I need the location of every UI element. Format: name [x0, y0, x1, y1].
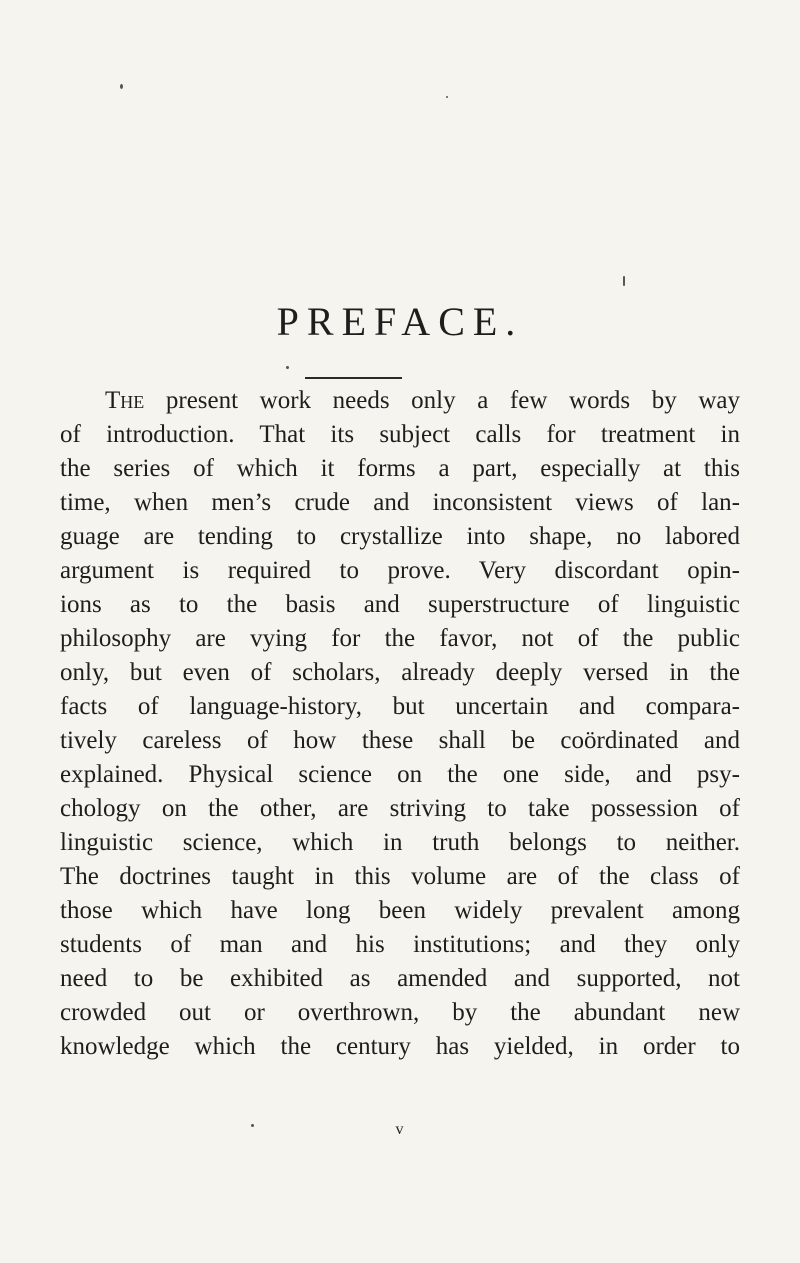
print-speck: [120, 84, 123, 89]
print-speck: [286, 366, 289, 369]
text-line-9: only, but even of scholars, already deeply versed in the: [60, 659, 740, 686]
text-line-7: ions as to the basis and superstructure of linguistic: [60, 591, 740, 618]
preface-text: [60, 384, 740, 1064]
title-rule: [305, 377, 402, 379]
text-line-5: guage are tending to crystallize into shape, no labored: [60, 523, 740, 550]
print-speck: [623, 276, 625, 286]
text-line-14: linguistic science, which in truth belongs to neither.: [60, 829, 740, 856]
text-line-11: tively careless of how these shall be coördinated and: [60, 727, 740, 754]
text-line-4: time, when men’s crude and inconsistent views of lan-: [60, 489, 740, 516]
text-line-17: students of man and his institutions; and they only: [60, 931, 740, 958]
print-speck: [446, 96, 448, 98]
text-line-6: argument is required to prove. Very discordant opin-: [60, 557, 740, 584]
text-line-2: of introduction. That its subject calls for treatment in: [60, 421, 740, 448]
text-line-3: the series of which it forms a part, especially at this: [60, 455, 740, 482]
text-line-13: chology on the other, are striving to take possession of: [60, 795, 740, 822]
text-line-20: knowledge which the century has yielded, in order to: [60, 1033, 740, 1060]
text-line-18: need to be exhibited as amended and supported, not: [60, 965, 740, 992]
page-number: v: [395, 1121, 405, 1138]
text-line-10: facts of language-history, but uncertain and compara-: [60, 693, 740, 720]
text-line-16: those which have long been widely prevalent among: [60, 897, 740, 924]
text-line-8: philosophy are vying for the favor, not of the public: [60, 625, 740, 652]
drop-word: The: [105, 387, 145, 414]
text-line-19: crowded out or overthrown, by the abundant new: [60, 999, 740, 1026]
page-title: PREFACE.: [276, 299, 524, 344]
text-line-15: The doctrines taught in this volume are of the class of: [60, 863, 740, 890]
text-line-1: The present work needs only a few words by way: [105, 387, 740, 414]
text-line-12: explained. Physical science on the one side, and psy-: [60, 761, 740, 788]
